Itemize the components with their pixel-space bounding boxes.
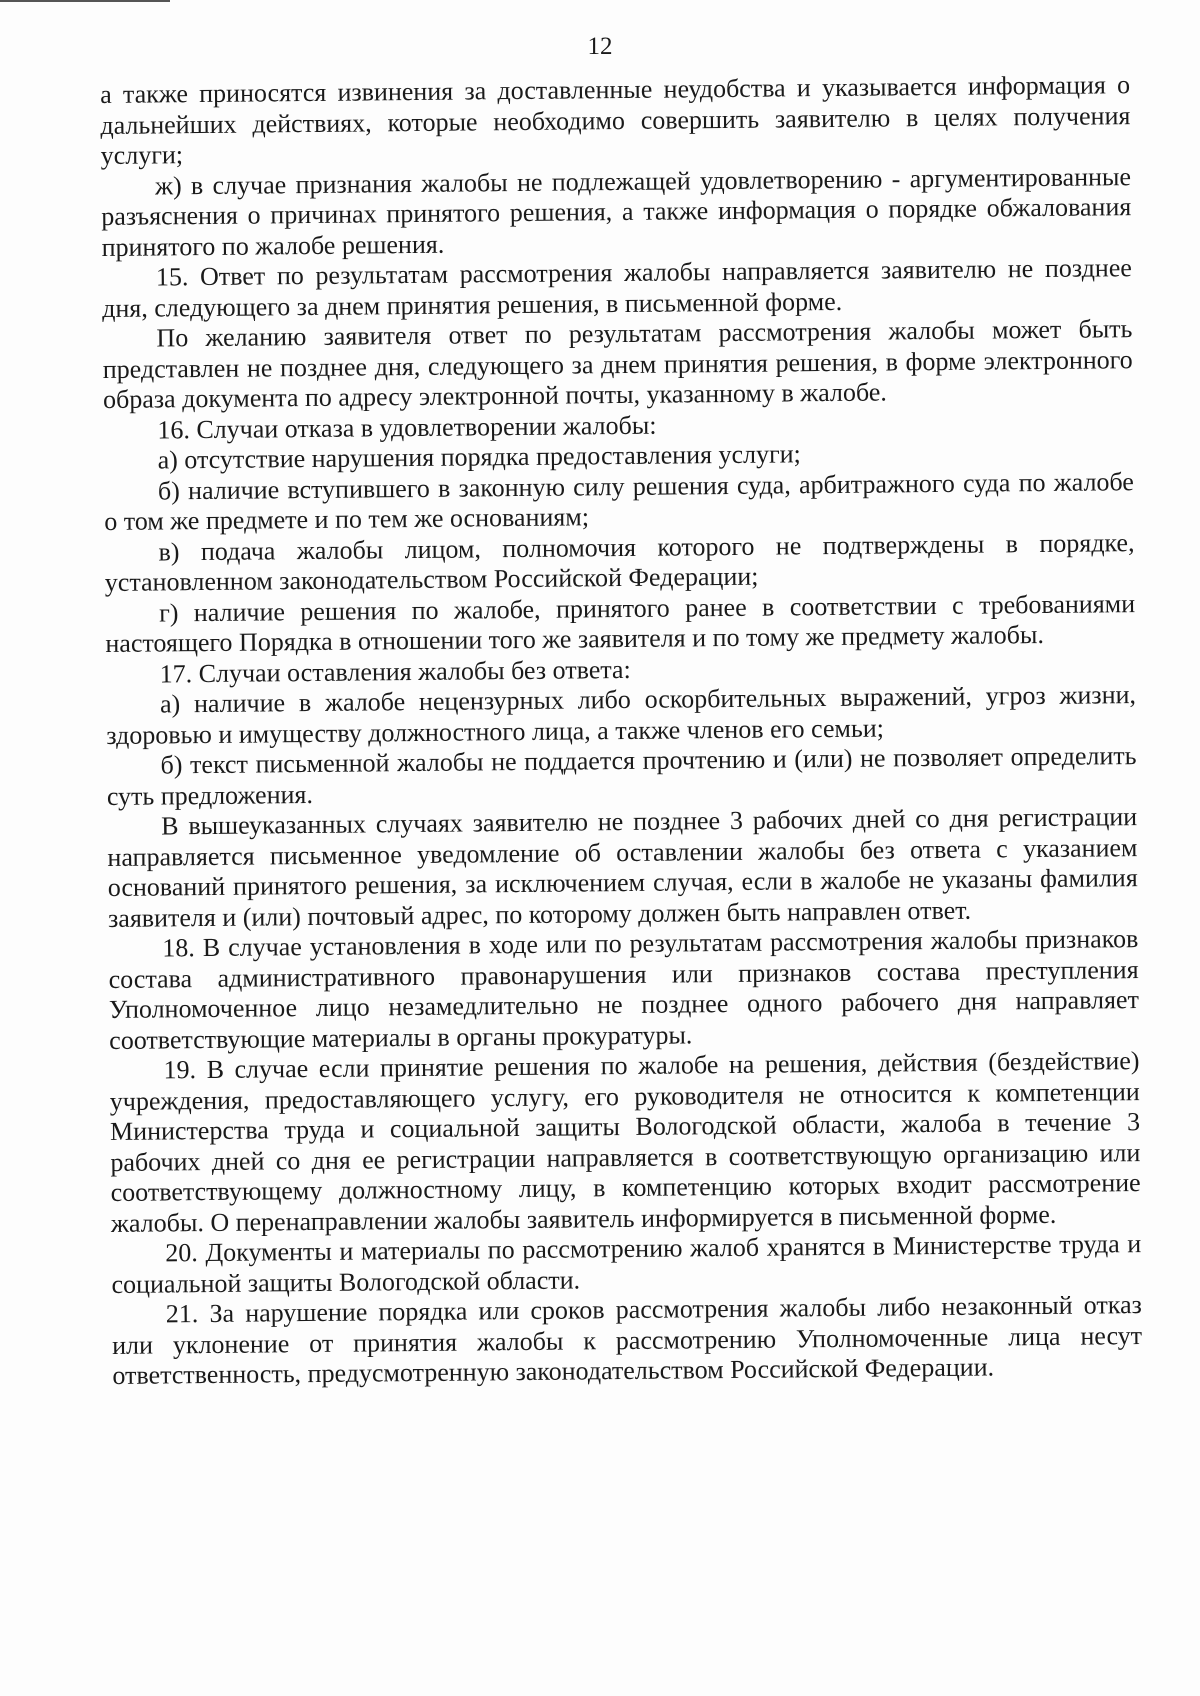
page-number: 12 xyxy=(587,33,613,60)
scan-edge-line xyxy=(0,0,170,2)
paragraph-17-notice: В вышеуказанных случаях заявителю не позднее 3 рабочих дней со дня регистрации направляется письменное уведомление об оставлении жалобы без ответа с указанием оснований принятого решения, за исключением случая, если в жалобе не указаны фамилия заявителя и (или) почтовый адрес, по которому должен быть направлен ответ. xyxy=(107,802,1138,933)
paragraph-16: 16. Случаи отказа в удовлетворении жалобы: xyxy=(157,410,657,444)
paragraph-18: 18. В случае установления в ходе или по результатам рассмотрения жалобы признаков состава административного правонарушения или признаков состава преступления Уполномоченное лицо незамедлительно не позднее одного рабочего дня направляет соответствующие материалы в органы прокуратуры. xyxy=(108,924,1140,1055)
paragraph-17-b: б) текст письменной жалобы не поддается прочтению и (или) не позволяет определить суть предложения. xyxy=(106,741,1137,811)
paragraph-15-email: По желанию заявителя ответ по результатам рассмотрения жалобы может быть представлен не позднее дня, следующего за днем принятия решения, в форме электронного образа документа по адресу электронной почты, указанному в жалобе. xyxy=(102,314,1133,414)
paragraph-16-g: г) наличие решения по жалобе, принятого ранее в соответствии с требованиями настоящего Порядка в отношении того же заявителя и по тому же предмету жалобы. xyxy=(105,588,1136,658)
paragraph-17: 17. Случаи оставления жалобы без ответа: xyxy=(159,654,631,688)
paragraph-16-a: а) отсутствие нарушения порядка предоставления услуги; xyxy=(157,439,801,475)
paragraph-16-b: б) наличие вступившего в законную силу решения суда, арбитражного суда по жалобе о том же предмете и по тем же основаниям; xyxy=(104,466,1135,536)
paragraph-17-a: а) наличие в жалобе нецензурных либо оскорбительных выражений, угроз жизни, здоровью и имуществу должностного лица, а также членов его семьи; xyxy=(106,680,1137,750)
paragraph-item-zh: ж) в случае признания жалобы не подлежащей удовлетворению - аргументированные разъяснения о причинах принятого решения, а также информация о порядке обжалования принятого по жалобе решения. xyxy=(101,161,1132,262)
paragraph-21: 21. За нарушение порядка или сроков рассмотрения жалобы либо незаконный отказ или уклонение от принятия жалобы к рассмотрению Уполномоченные лица несут ответственность, предусмотренную законодательством Российской Федерации. xyxy=(112,1290,1143,1390)
paragraph-15: 15. Ответ по результатам рассмотрения жалобы направляется заявителю не позднее дня, следующего за днем принятия решения, в письменной форме. xyxy=(102,253,1132,323)
paragraph-16-v: в) подача жалобы лицом, полномочия которого не подтверждены в порядке, установленном законодательством Российской Федерации; xyxy=(104,527,1135,597)
paragraph-20: 20. Документы и материалы по рассмотрению жалоб хранятся в Министерстве труда и социальной защиты Вологодской области. xyxy=(111,1229,1142,1299)
document-body xyxy=(100,70,1143,1391)
paragraph-continuation: а также приносятся извинения за доставленные неудобства и указывается информация о дальнейших действиях, которые необходимо совершить заявителю в целях получения услуги; xyxy=(100,70,1131,170)
paragraph-19: 19. В случае если принятие решения по жалобе на решения, действия (бездействие) учреждения, предоставляющего услугу, его руководителя не относится к компетенции Министерства труда и социальной защиты Вологодской области, жалоба в течение 3 рабочих дней со дня ее регистрации направляется в соответствующую организацию или соответствующему должностному лицу, в компетенцию которых входит рассмотрение жалобы. О перенаправлении жалобы заявитель информируется в письменной форме. xyxy=(109,1046,1141,1238)
